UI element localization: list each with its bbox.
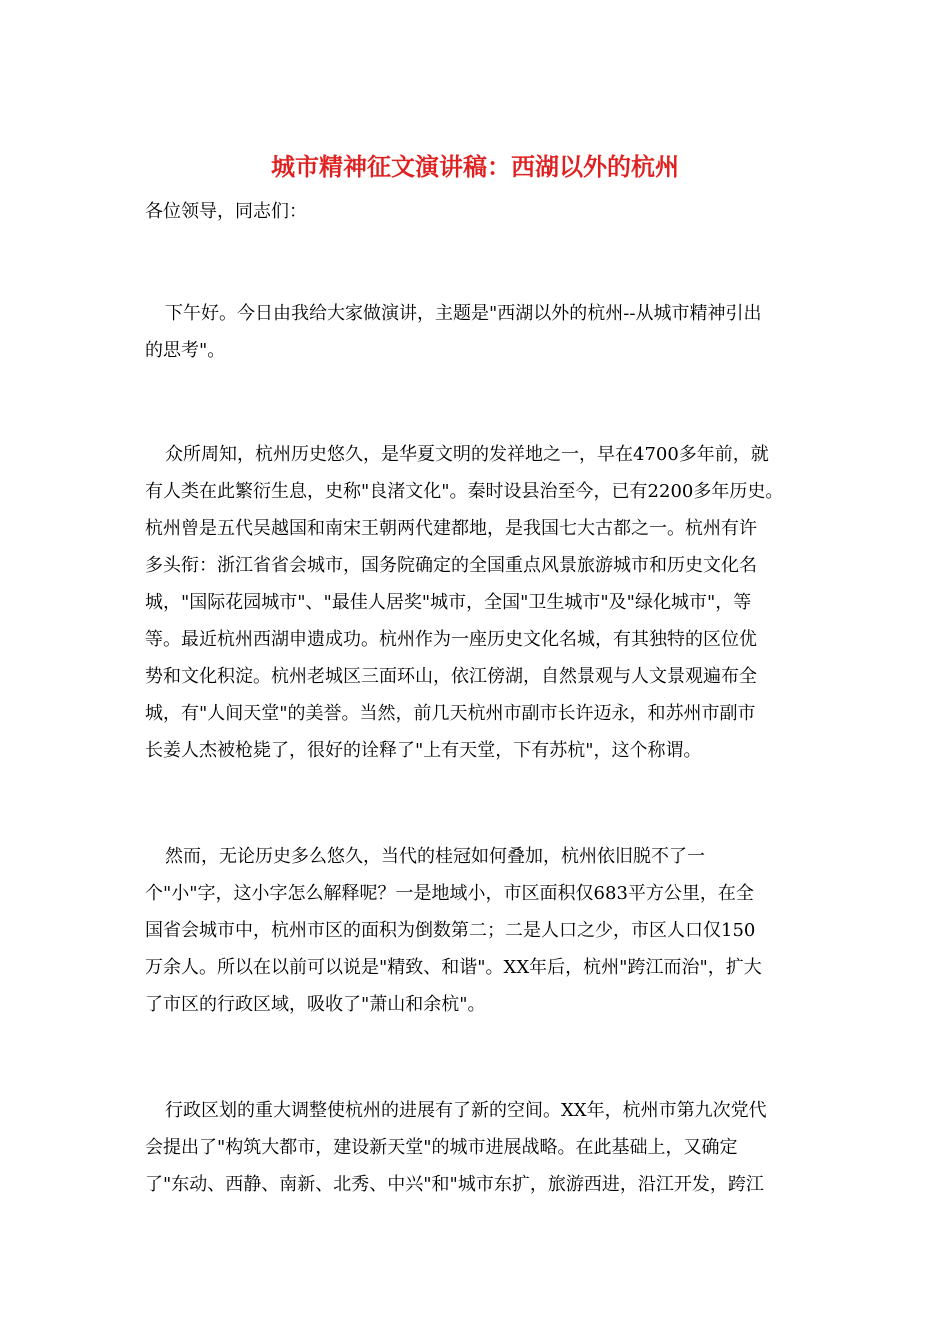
paragraph-line: 势和文化积淀。杭州老城区三面环山，依江傍湖，自然景观与人文景观遍布全 [145,666,757,687]
paragraph-line: 了"东动、西静、南新、北秀、中兴"和"城市东扩，旅游西进，沿江开发，跨江 [145,1174,764,1195]
paragraph-line: 下午好。今日由我给大家做演讲，主题是"西湖以外的杭州--从城市精神引出 [165,303,762,324]
paragraph-1 [145,295,825,369]
paragraph-line: 等。最近杭州西湖申遗成功。杭州作为一座历史文化名城，有其独特的区位优 [145,629,757,650]
paragraph-2 [145,436,825,769]
paragraph-line: 了市区的行政区域，吸收了"萧山和余杭"。 [145,994,486,1015]
paragraph-line: 众所周知，杭州历史悠久，是华夏文明的发祥地之一，早在4700多年前，就 [165,444,769,465]
paragraph-4 [145,1092,825,1203]
paragraph-line: 长姜人杰被枪毙了，很好的诠释了"上有天堂，下有苏杭"，这个称谓。 [145,740,702,761]
document-title: 城市精神征文演讲稿：西湖以外的杭州 [271,152,679,181]
paragraph-line: 行政区划的重大调整使杭州的进展有了新的空间。XX年，杭州市第九次党代 [165,1100,767,1121]
paragraph-3 [145,838,825,1023]
paragraph-line: 有人类在此繁衍生息，史称"良渚文化"。秦时设县治至今，已有2200多年历史。 [145,481,784,502]
greeting: 各位领导，同志们： [145,201,307,222]
paragraph-line: 的思考"。 [145,340,226,361]
paragraph-line: 会提出了"构筑大都市，建设新天堂"的城市进展战略。在此基础上，又确定 [145,1137,738,1158]
paragraph-line: 城，"国际花园城市"、"最佳人居奖"城市，全国"卫生城市"及"绿化城市"，等 [145,592,752,613]
paragraph-line: 多头衔：浙江省省会城市，国务院确定的全国重点风景旅游城市和历史文化名 [145,555,757,576]
paragraph-line: 然而，无论历史多么悠久，当代的桂冠如何叠加，杭州依旧脱不了一 [165,846,705,867]
paragraph-line: 万余人。所以在以前可以说是"精致、和谐"。XX年后，杭州"跨江而治"，扩大 [145,957,762,978]
paragraph-line: 国省会城市中，杭州市区的面积为倒数第二；二是人口之少，市区人口仅150 [145,920,756,941]
paragraph-line: 杭州曾是五代吴越国和南宋王朝两代建都地，是我国七大古都之一。杭州有许 [145,518,757,539]
paragraph-line: 城，有"人间天堂"的美誉。当然，前几天杭州市副市长许迈永，和苏州市副市 [145,703,756,724]
paragraph-line: 个"小"字，这小字怎么解释呢？一是地域小，市区面积仅683平方公里，在全 [145,883,754,904]
